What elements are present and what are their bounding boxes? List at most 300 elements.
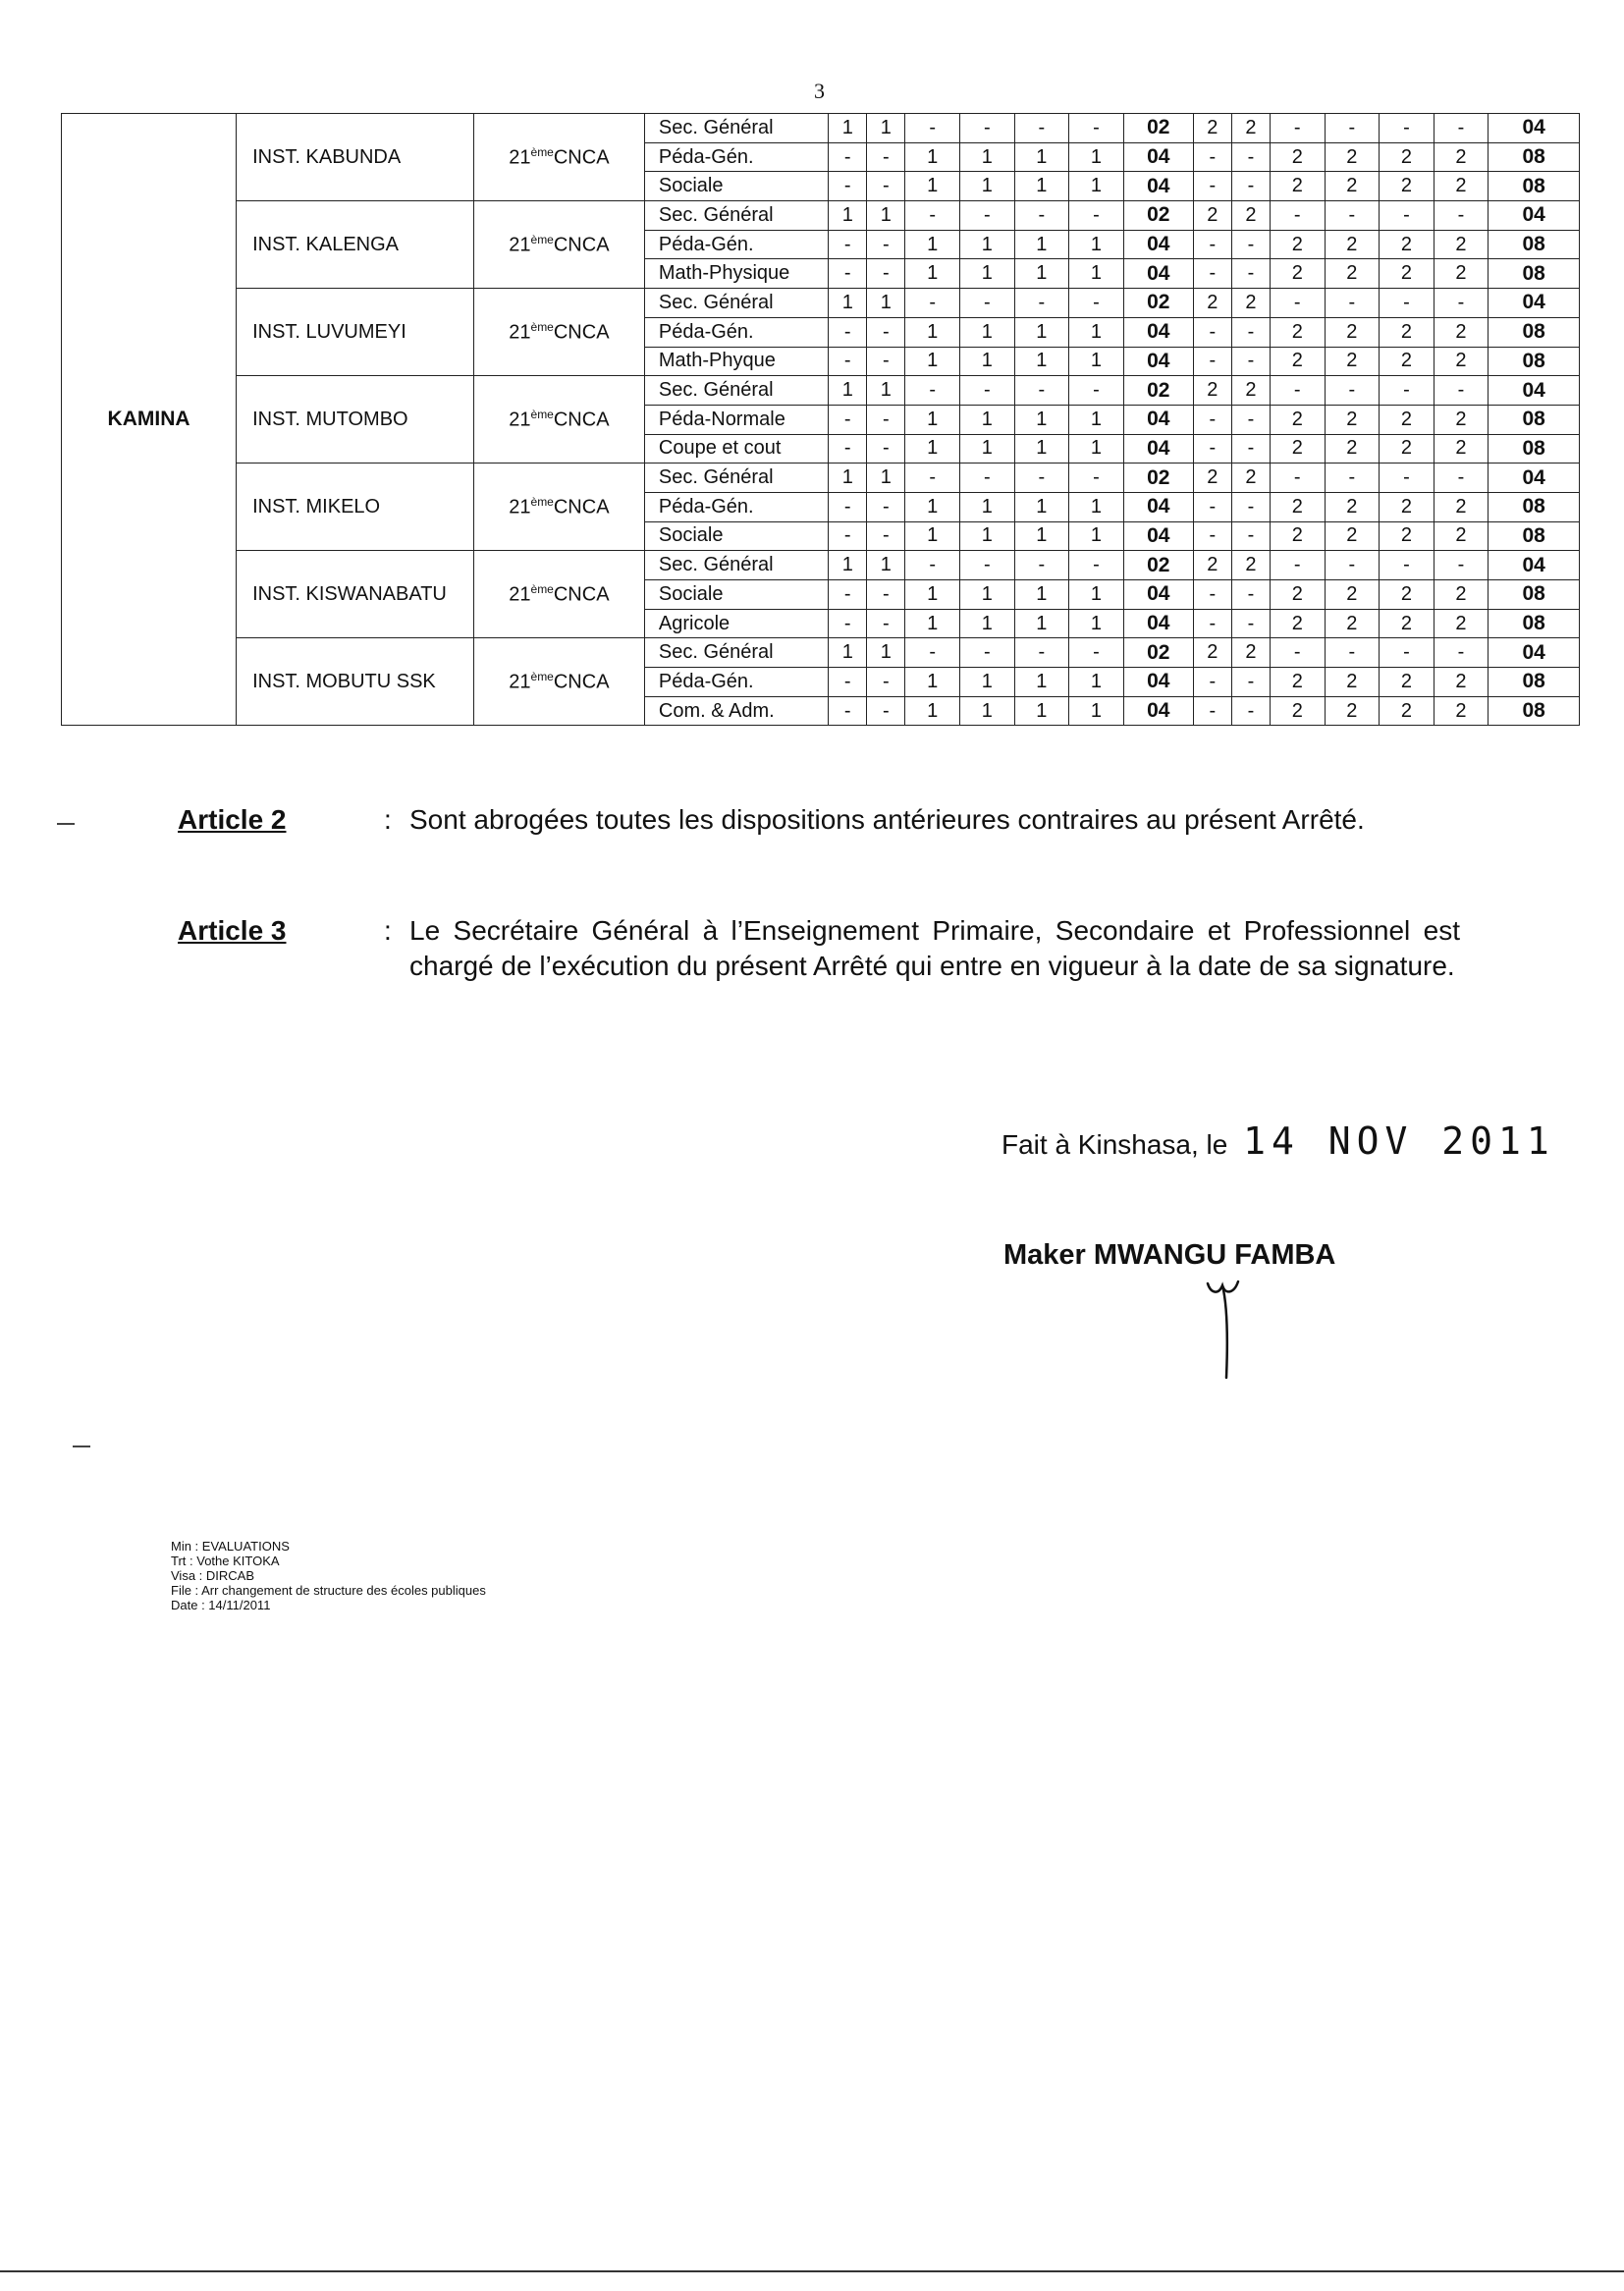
school-name-cell: INST. LUVUMEYI bbox=[237, 289, 474, 376]
class-count-cell: - bbox=[829, 580, 867, 610]
table-row bbox=[62, 376, 1580, 406]
total-classes-cell: 04 bbox=[1123, 142, 1193, 172]
class-count-cell: 2 bbox=[1380, 696, 1435, 726]
class-count-cell: - bbox=[867, 172, 905, 201]
total-classes-cell: 08 bbox=[1489, 405, 1580, 434]
class-count-cell: 1 bbox=[905, 230, 960, 259]
class-count-cell: - bbox=[867, 609, 905, 638]
cnca-cell bbox=[473, 638, 644, 726]
section-cell: Péda-Normale bbox=[644, 405, 828, 434]
class-count-cell: 1 bbox=[867, 289, 905, 318]
class-count-cell: - bbox=[1325, 638, 1380, 668]
class-count-cell: 1 bbox=[1014, 347, 1069, 376]
class-count-cell: 2 bbox=[1434, 434, 1489, 464]
class-count-cell: 2 bbox=[1193, 638, 1231, 668]
class-count-cell: 1 bbox=[905, 142, 960, 172]
total-classes-cell: 04 bbox=[1123, 492, 1193, 521]
class-count-cell: 1 bbox=[1069, 696, 1124, 726]
class-count-cell: 2 bbox=[1434, 259, 1489, 289]
cnca-number: 21 bbox=[509, 409, 531, 431]
class-count-cell: 2 bbox=[1325, 317, 1380, 347]
class-count-cell: 2 bbox=[1231, 201, 1270, 231]
class-count-cell: 2 bbox=[1380, 609, 1435, 638]
class-count-cell: 2 bbox=[1434, 317, 1489, 347]
total-classes-cell: 04 bbox=[1123, 696, 1193, 726]
class-count-cell: 2 bbox=[1434, 172, 1489, 201]
class-count-cell: - bbox=[829, 172, 867, 201]
class-count-cell: - bbox=[1193, 580, 1231, 610]
cnca-superscript: ème bbox=[530, 407, 554, 421]
class-count-cell: - bbox=[1325, 201, 1380, 231]
class-count-cell: 1 bbox=[960, 434, 1015, 464]
class-count-cell: 2 bbox=[1270, 668, 1325, 697]
class-count-cell: - bbox=[867, 230, 905, 259]
school-name-cell: INST. MIKELO bbox=[237, 464, 474, 551]
class-count-cell: 1 bbox=[1069, 142, 1124, 172]
class-count-cell: 1 bbox=[1014, 405, 1069, 434]
page-number: 3 bbox=[814, 79, 825, 103]
total-classes-cell: 04 bbox=[1489, 551, 1580, 580]
total-classes-cell: 04 bbox=[1489, 201, 1580, 231]
section-cell: Sec. Général bbox=[644, 114, 828, 143]
signer-name: Maker MWANGU FAMBA bbox=[1003, 1239, 1336, 1271]
class-count-cell: - bbox=[905, 638, 960, 668]
class-count-cell: 1 bbox=[960, 317, 1015, 347]
class-count-cell: 2 bbox=[1434, 521, 1489, 551]
class-count-cell: 1 bbox=[905, 580, 960, 610]
class-count-cell: - bbox=[905, 114, 960, 143]
class-count-cell: 2 bbox=[1325, 492, 1380, 521]
total-classes-cell: 08 bbox=[1489, 609, 1580, 638]
class-count-cell: - bbox=[867, 521, 905, 551]
cnca-cell bbox=[473, 201, 644, 289]
class-count-cell: - bbox=[1231, 142, 1270, 172]
class-count-cell: 1 bbox=[1014, 259, 1069, 289]
total-classes-cell: 08 bbox=[1489, 668, 1580, 697]
total-classes-cell: 08 bbox=[1489, 434, 1580, 464]
total-classes-cell: 08 bbox=[1489, 492, 1580, 521]
class-count-cell: 1 bbox=[1014, 521, 1069, 551]
class-count-cell: - bbox=[1231, 521, 1270, 551]
class-count-cell: 2 bbox=[1270, 434, 1325, 464]
class-count-cell: - bbox=[829, 696, 867, 726]
class-count-cell: - bbox=[1325, 114, 1380, 143]
class-count-cell: 1 bbox=[960, 259, 1015, 289]
class-count-cell: 2 bbox=[1270, 317, 1325, 347]
class-count-cell: 2 bbox=[1434, 347, 1489, 376]
class-count-cell: 1 bbox=[905, 609, 960, 638]
cnca-superscript: ème bbox=[530, 582, 554, 597]
class-count-cell: 2 bbox=[1325, 142, 1380, 172]
cnca-number: 21 bbox=[509, 496, 531, 518]
place-text: Fait à Kinshasa, le bbox=[1001, 1129, 1228, 1160]
class-count-cell: - bbox=[1069, 376, 1124, 406]
class-count-cell: - bbox=[1270, 114, 1325, 143]
section-cell: Sec. Général bbox=[644, 201, 828, 231]
class-count-cell: 1 bbox=[867, 638, 905, 668]
class-count-cell: - bbox=[867, 668, 905, 697]
class-count-cell: - bbox=[1231, 317, 1270, 347]
class-count-cell: 2 bbox=[1231, 551, 1270, 580]
class-count-cell: 2 bbox=[1434, 405, 1489, 434]
total-classes-cell: 04 bbox=[1489, 638, 1580, 668]
class-count-cell: - bbox=[1380, 464, 1435, 493]
class-count-cell: 2 bbox=[1270, 347, 1325, 376]
class-count-cell: 1 bbox=[1069, 492, 1124, 521]
class-count-cell: - bbox=[1434, 376, 1489, 406]
class-count-cell: 2 bbox=[1231, 638, 1270, 668]
article-2-colon: : bbox=[384, 804, 392, 835]
section-cell: Sec. Général bbox=[644, 551, 828, 580]
bottom-rule bbox=[0, 2270, 1624, 2272]
section-cell: Sociale bbox=[644, 172, 828, 201]
section-cell: Sociale bbox=[644, 521, 828, 551]
class-count-cell: - bbox=[1069, 638, 1124, 668]
class-count-cell: - bbox=[1380, 289, 1435, 318]
class-count-cell: 2 bbox=[1231, 114, 1270, 143]
table-row bbox=[62, 638, 1580, 668]
class-count-cell: 2 bbox=[1434, 142, 1489, 172]
class-count-cell: 2 bbox=[1270, 230, 1325, 259]
class-count-cell: 1 bbox=[960, 347, 1015, 376]
class-count-cell: 2 bbox=[1434, 696, 1489, 726]
class-count-cell: - bbox=[1193, 434, 1231, 464]
section-cell: Sec. Général bbox=[644, 638, 828, 668]
cnca-number: 21 bbox=[509, 234, 531, 256]
class-count-cell: 2 bbox=[1325, 172, 1380, 201]
class-count-cell: - bbox=[1193, 492, 1231, 521]
cnca-number: 21 bbox=[509, 321, 531, 344]
class-count-cell: 2 bbox=[1380, 521, 1435, 551]
class-count-cell: 2 bbox=[1193, 464, 1231, 493]
class-count-cell: 1 bbox=[1014, 230, 1069, 259]
class-count-cell: 1 bbox=[1014, 434, 1069, 464]
class-count-cell: - bbox=[867, 347, 905, 376]
class-count-cell: - bbox=[1193, 347, 1231, 376]
class-count-cell: - bbox=[960, 114, 1015, 143]
class-count-cell: 1 bbox=[960, 696, 1015, 726]
class-count-cell: - bbox=[867, 259, 905, 289]
class-count-cell: 2 bbox=[1270, 172, 1325, 201]
class-count-cell: - bbox=[1231, 347, 1270, 376]
cnca-superscript: ème bbox=[530, 144, 554, 159]
total-classes-cell: 02 bbox=[1123, 464, 1193, 493]
footer-line: File : Arr changement de structure des écoles publiques bbox=[171, 1583, 486, 1598]
class-count-cell: 1 bbox=[1069, 317, 1124, 347]
class-count-cell: - bbox=[1193, 230, 1231, 259]
section-cell: Sec. Général bbox=[644, 464, 828, 493]
section-cell: Agricole bbox=[644, 609, 828, 638]
class-count-cell: 2 bbox=[1231, 464, 1270, 493]
class-count-cell: - bbox=[1325, 289, 1380, 318]
class-count-cell: 2 bbox=[1380, 317, 1435, 347]
class-count-cell: - bbox=[1231, 434, 1270, 464]
class-count-cell: 1 bbox=[905, 492, 960, 521]
class-count-cell: - bbox=[829, 259, 867, 289]
class-count-cell: 1 bbox=[829, 201, 867, 231]
class-count-cell: 1 bbox=[1014, 317, 1069, 347]
class-count-cell: 2 bbox=[1270, 142, 1325, 172]
class-count-cell: - bbox=[867, 434, 905, 464]
class-count-cell: - bbox=[1231, 580, 1270, 610]
total-classes-cell: 08 bbox=[1489, 172, 1580, 201]
class-count-cell: - bbox=[905, 201, 960, 231]
class-count-cell: 2 bbox=[1380, 347, 1435, 376]
margin-mark-2 bbox=[73, 1446, 90, 1447]
class-count-cell: - bbox=[829, 405, 867, 434]
school-name-cell: INST. KALENGA bbox=[237, 201, 474, 289]
class-count-cell: 1 bbox=[829, 289, 867, 318]
class-count-cell: 2 bbox=[1380, 492, 1435, 521]
footer-line: Trt : Vothe KITOKA bbox=[171, 1554, 280, 1568]
class-count-cell: - bbox=[1270, 289, 1325, 318]
total-classes-cell: 04 bbox=[1123, 580, 1193, 610]
class-count-cell: - bbox=[1193, 521, 1231, 551]
class-count-cell: - bbox=[867, 696, 905, 726]
class-count-cell: - bbox=[867, 492, 905, 521]
class-count-cell: 2 bbox=[1231, 289, 1270, 318]
total-classes-cell: 04 bbox=[1489, 289, 1580, 318]
class-count-cell: - bbox=[1270, 464, 1325, 493]
class-count-cell: 1 bbox=[905, 172, 960, 201]
class-count-cell: 1 bbox=[960, 609, 1015, 638]
class-count-cell: - bbox=[1193, 172, 1231, 201]
class-count-cell: 1 bbox=[1069, 434, 1124, 464]
class-count-cell: 1 bbox=[1014, 492, 1069, 521]
total-classes-cell: 04 bbox=[1123, 259, 1193, 289]
class-count-cell: 1 bbox=[905, 405, 960, 434]
class-count-cell: 1 bbox=[1069, 347, 1124, 376]
class-count-cell: - bbox=[1193, 668, 1231, 697]
class-count-cell: 2 bbox=[1434, 609, 1489, 638]
class-count-cell: - bbox=[960, 551, 1015, 580]
date-stamp: 14 NOV 2011 bbox=[1243, 1119, 1555, 1163]
class-count-cell: 1 bbox=[905, 521, 960, 551]
class-count-cell: - bbox=[1193, 317, 1231, 347]
section-cell: Sec. Général bbox=[644, 289, 828, 318]
class-count-cell: - bbox=[829, 521, 867, 551]
table-row bbox=[62, 114, 1580, 143]
total-classes-cell: 08 bbox=[1489, 521, 1580, 551]
cnca-superscript: ème bbox=[530, 232, 554, 246]
class-count-cell: 2 bbox=[1325, 347, 1380, 376]
cnca-suffix: CNCA bbox=[553, 409, 610, 431]
total-classes-cell: 04 bbox=[1123, 434, 1193, 464]
class-count-cell: 2 bbox=[1380, 434, 1435, 464]
class-count-cell: - bbox=[829, 142, 867, 172]
class-count-cell: - bbox=[1193, 405, 1231, 434]
section-cell: Péda-Gén. bbox=[644, 668, 828, 697]
article-2-label: Article 2 bbox=[178, 804, 287, 835]
class-count-cell: - bbox=[1270, 551, 1325, 580]
class-count-cell: - bbox=[867, 580, 905, 610]
total-classes-cell: 04 bbox=[1123, 609, 1193, 638]
class-count-cell: - bbox=[905, 551, 960, 580]
class-count-cell: - bbox=[829, 492, 867, 521]
class-count-cell: 1 bbox=[1069, 172, 1124, 201]
class-count-cell: - bbox=[960, 638, 1015, 668]
class-count-cell: 2 bbox=[1380, 668, 1435, 697]
class-count-cell: 2 bbox=[1270, 492, 1325, 521]
class-count-cell: - bbox=[1193, 696, 1231, 726]
cnca-superscript: ème bbox=[530, 494, 554, 509]
class-count-cell: 1 bbox=[829, 638, 867, 668]
cnca-suffix: CNCA bbox=[553, 671, 610, 693]
total-classes-cell: 04 bbox=[1489, 114, 1580, 143]
class-count-cell: 2 bbox=[1193, 289, 1231, 318]
class-count-cell: 2 bbox=[1434, 492, 1489, 521]
total-classes-cell: 08 bbox=[1489, 230, 1580, 259]
cnca-cell bbox=[473, 464, 644, 551]
class-count-cell: 1 bbox=[829, 114, 867, 143]
class-count-cell: 1 bbox=[905, 347, 960, 376]
school-name-cell: INST. KISWANABATU bbox=[237, 551, 474, 638]
section-cell: Péda-Gén. bbox=[644, 230, 828, 259]
class-count-cell: 1 bbox=[905, 317, 960, 347]
class-count-cell: 1 bbox=[829, 551, 867, 580]
class-count-cell: 2 bbox=[1380, 405, 1435, 434]
class-count-cell: 1 bbox=[1014, 696, 1069, 726]
section-cell: Péda-Gén. bbox=[644, 142, 828, 172]
class-count-cell: 2 bbox=[1380, 230, 1435, 259]
class-count-cell: - bbox=[905, 464, 960, 493]
total-classes-cell: 04 bbox=[1123, 172, 1193, 201]
class-count-cell: - bbox=[1325, 376, 1380, 406]
class-count-cell: - bbox=[1231, 230, 1270, 259]
class-count-cell: 1 bbox=[1069, 609, 1124, 638]
table-row bbox=[62, 201, 1580, 231]
class-count-cell: 2 bbox=[1434, 580, 1489, 610]
total-classes-cell: 04 bbox=[1123, 521, 1193, 551]
class-count-cell: 2 bbox=[1270, 259, 1325, 289]
total-classes-cell: 04 bbox=[1123, 668, 1193, 697]
place-date-line bbox=[1001, 1119, 1555, 1163]
class-count-cell: - bbox=[960, 289, 1015, 318]
class-count-cell: 1 bbox=[867, 201, 905, 231]
class-count-cell: 2 bbox=[1325, 259, 1380, 289]
class-count-cell: 1 bbox=[905, 696, 960, 726]
section-cell: Sociale bbox=[644, 580, 828, 610]
class-count-cell: - bbox=[1014, 638, 1069, 668]
class-count-cell: - bbox=[1231, 259, 1270, 289]
total-classes-cell: 02 bbox=[1123, 114, 1193, 143]
class-count-cell: - bbox=[960, 376, 1015, 406]
article-3-label: Article 3 bbox=[178, 915, 287, 946]
class-count-cell: - bbox=[1434, 201, 1489, 231]
class-count-cell: 1 bbox=[960, 521, 1015, 551]
class-count-cell: - bbox=[905, 376, 960, 406]
class-count-cell: 2 bbox=[1270, 521, 1325, 551]
class-count-cell: - bbox=[1014, 114, 1069, 143]
class-count-cell: 2 bbox=[1325, 580, 1380, 610]
class-count-cell: - bbox=[1014, 464, 1069, 493]
school-structure-table bbox=[61, 113, 1580, 726]
section-cell: Math-Phyque bbox=[644, 347, 828, 376]
class-count-cell: - bbox=[1231, 668, 1270, 697]
class-count-cell: 1 bbox=[905, 668, 960, 697]
cnca-superscript: ème bbox=[530, 670, 554, 684]
article-2-text: Sont abrogées toutes les dispositions antérieures contraires au présent Arrêté. bbox=[409, 804, 1365, 835]
total-classes-cell: 04 bbox=[1123, 405, 1193, 434]
school-name-cell: INST. MOBUTU SSK bbox=[237, 638, 474, 726]
total-classes-cell: 02 bbox=[1123, 289, 1193, 318]
total-classes-cell: 04 bbox=[1123, 317, 1193, 347]
class-count-cell: 2 bbox=[1325, 405, 1380, 434]
class-count-cell: 2 bbox=[1325, 521, 1380, 551]
section-cell: Péda-Gén. bbox=[644, 492, 828, 521]
total-classes-cell: 04 bbox=[1123, 347, 1193, 376]
class-count-cell: - bbox=[1270, 201, 1325, 231]
class-count-cell: - bbox=[1193, 142, 1231, 172]
class-count-cell: 2 bbox=[1325, 230, 1380, 259]
cnca-superscript: ème bbox=[530, 319, 554, 334]
class-count-cell: - bbox=[1270, 638, 1325, 668]
class-count-cell: 1 bbox=[829, 376, 867, 406]
footer-line: Date : 14/11/2011 bbox=[171, 1598, 271, 1612]
total-classes-cell: 04 bbox=[1489, 464, 1580, 493]
total-classes-cell: 02 bbox=[1123, 551, 1193, 580]
class-count-cell: 1 bbox=[867, 114, 905, 143]
class-count-cell: 1 bbox=[1014, 609, 1069, 638]
cnca-suffix: CNCA bbox=[553, 583, 610, 606]
class-count-cell: - bbox=[1434, 464, 1489, 493]
class-count-cell: - bbox=[960, 201, 1015, 231]
class-count-cell: - bbox=[1231, 172, 1270, 201]
class-count-cell: - bbox=[829, 347, 867, 376]
class-count-cell: - bbox=[829, 609, 867, 638]
total-classes-cell: 08 bbox=[1489, 696, 1580, 726]
class-count-cell: 1 bbox=[960, 230, 1015, 259]
class-count-cell: - bbox=[905, 289, 960, 318]
section-cell: Com. & Adm. bbox=[644, 696, 828, 726]
total-classes-cell: 08 bbox=[1489, 259, 1580, 289]
class-count-cell: - bbox=[1434, 114, 1489, 143]
article-3-text: Le Secrétaire Général à l’Enseignement Primaire, Secondaire et Professionnel est chargé de l’exécution du présent Arrêté qui entre en vigueur à la date de sa signature. bbox=[409, 915, 1460, 981]
school-name-cell: INST. KABUNDA bbox=[237, 114, 474, 201]
class-count-cell: 2 bbox=[1270, 405, 1325, 434]
class-count-cell: 1 bbox=[960, 405, 1015, 434]
cnca-cell bbox=[473, 289, 644, 376]
class-count-cell: 2 bbox=[1434, 230, 1489, 259]
class-count-cell: 2 bbox=[1231, 376, 1270, 406]
class-count-cell: 2 bbox=[1325, 696, 1380, 726]
class-count-cell: - bbox=[829, 668, 867, 697]
class-count-cell: - bbox=[1193, 609, 1231, 638]
cnca-suffix: CNCA bbox=[553, 146, 610, 169]
class-count-cell: 1 bbox=[1069, 230, 1124, 259]
class-count-cell: - bbox=[1231, 609, 1270, 638]
class-count-cell: 1 bbox=[1014, 142, 1069, 172]
class-count-cell: 1 bbox=[867, 464, 905, 493]
class-count-cell: 2 bbox=[1434, 668, 1489, 697]
class-count-cell: 1 bbox=[829, 464, 867, 493]
cnca-number: 21 bbox=[509, 583, 531, 606]
total-classes-cell: 08 bbox=[1489, 142, 1580, 172]
class-count-cell: - bbox=[1380, 114, 1435, 143]
class-count-cell: 1 bbox=[1069, 405, 1124, 434]
table-row bbox=[62, 289, 1580, 318]
class-count-cell: - bbox=[1231, 405, 1270, 434]
total-classes-cell: 04 bbox=[1123, 230, 1193, 259]
total-classes-cell: 02 bbox=[1123, 201, 1193, 231]
table-row bbox=[62, 464, 1580, 493]
class-count-cell: - bbox=[1014, 551, 1069, 580]
cnca-suffix: CNCA bbox=[553, 496, 610, 518]
class-count-cell: 1 bbox=[867, 376, 905, 406]
class-count-cell: 1 bbox=[1014, 172, 1069, 201]
section-cell: Péda-Gén. bbox=[644, 317, 828, 347]
footer-line: Visa : DIRCAB bbox=[171, 1568, 255, 1583]
